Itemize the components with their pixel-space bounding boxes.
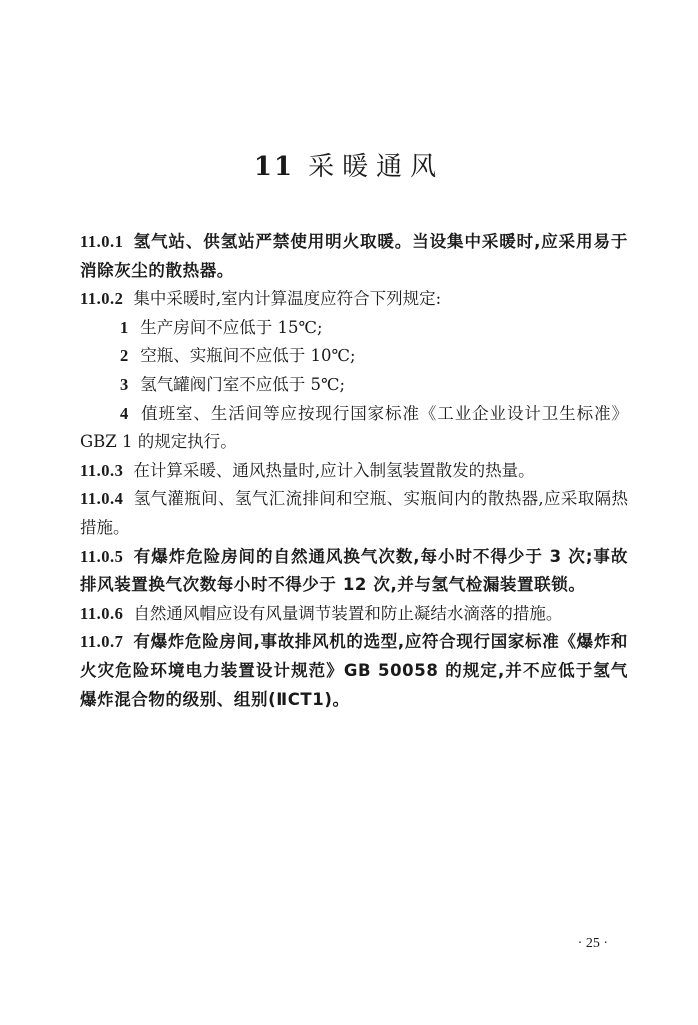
list-item	[80, 400, 628, 457]
clause-11-0-6	[80, 600, 628, 629]
item-number: 4	[120, 403, 129, 423]
chapter-heading	[0, 146, 698, 183]
clause-number: 11.0.4	[80, 489, 124, 509]
clause-number: 11.0.7	[80, 632, 124, 652]
clause-text: 有爆炸危险房间,事故排风机的选型,应符合现行国家标准《爆炸和火灾危险环境电力装置设计规范》GB 50058 的规定,并不应低于氢气爆炸混合物的级别、组别(ⅡCT1)。	[80, 632, 628, 709]
list-item	[80, 342, 628, 371]
clause-text: 自然通风帽应设有风量调节装置和防止凝结水滴落的措施。	[133, 603, 563, 623]
clause-text: 有爆炸危险房间的自然通风换气次数,每小时不得少于 3 次;事故排风装置换气次数每小时不得少于 12 次,并与氢气检漏装置联锁。	[80, 546, 628, 595]
item-number: 1	[120, 317, 129, 337]
chapter-number: 11	[253, 152, 295, 182]
chapter-body	[80, 228, 628, 714]
item-text: 空瓶、实瓶间不应低于 10℃;	[140, 346, 356, 366]
clause-11-0-4	[80, 485, 628, 542]
list-item	[80, 314, 628, 343]
clause-11-0-5	[80, 543, 628, 600]
clause-number: 11.0.1	[80, 232, 124, 251]
clause-11-0-7	[80, 628, 628, 714]
clause-text: 氢气灌瓶间、氢气汇流排间和空瓶、实瓶间内的散热器,应采取隔热措施。	[80, 489, 628, 537]
clause-number: 11.0.5	[80, 546, 124, 566]
clause-number: 11.0.6	[80, 603, 124, 623]
clause-11-0-3	[80, 457, 628, 486]
clause-text: 在计算采暖、通风热量时,应计入制氢装置散发的热量。	[133, 460, 535, 480]
page-number: · 25 ·	[577, 936, 608, 951]
item-number: 3	[120, 374, 129, 394]
clause-text: 集中采暖时,室内计算温度应符合下列规定:	[133, 289, 442, 309]
clause-11-0-1	[80, 228, 628, 285]
item-text: 值班室、生活间等应按现行国家标准《工业企业设计卫生标准》GBZ 1 的规定执行。	[80, 403, 628, 452]
clause-number: 11.0.2	[80, 289, 124, 309]
list-item	[80, 371, 628, 400]
clause-number: 11.0.3	[80, 460, 124, 480]
chapter-title: 采暖通风	[308, 152, 445, 182]
clause-11-0-2	[80, 285, 628, 314]
item-number: 2	[120, 346, 129, 366]
item-text: 生产房间不应低于 15℃;	[140, 317, 323, 337]
item-text: 氢气罐阀门室不应低于 5℃;	[140, 374, 346, 394]
clause-text: 氢气站、供氢站严禁使用明火取暖。当设集中采暖时,应采用易于消除灰尘的散热器。	[80, 232, 628, 280]
